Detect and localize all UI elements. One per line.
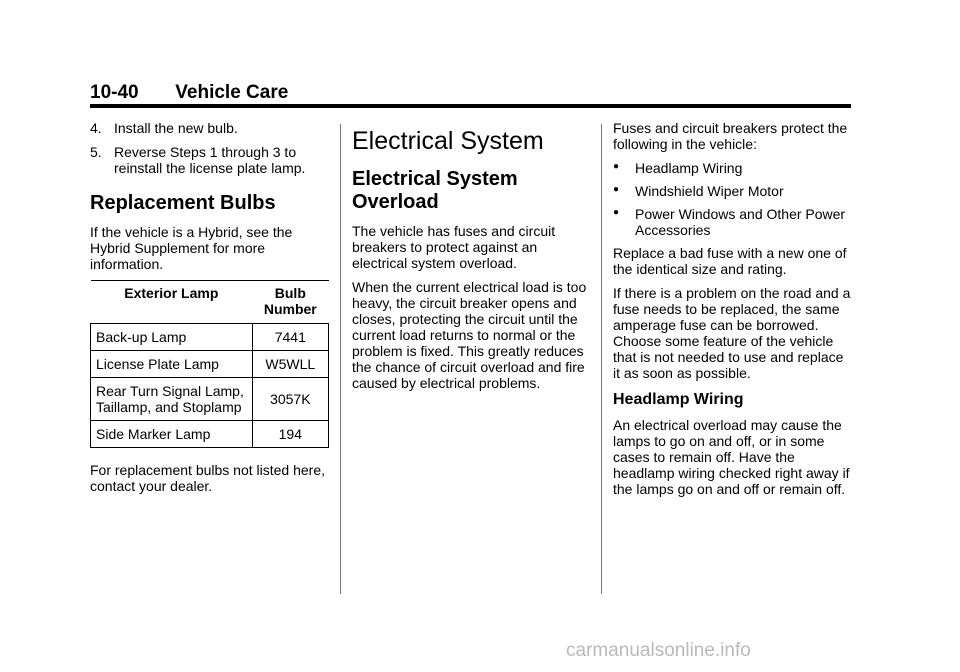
bulb-number-cell: 3057K xyxy=(252,378,328,421)
header-rule xyxy=(90,104,851,108)
step-text: Install the new bulb. xyxy=(114,120,238,136)
paragraph: The vehicle has fuses and circuit breakers to protect against an electrical system overload. xyxy=(352,223,556,271)
bulb-number-cell: 7441 xyxy=(252,324,328,351)
hybrid-note: If the vehicle is a Hybrid, see the Hybrid Supplement for more information. xyxy=(90,224,293,272)
lamp-cell: Back-up Lamp xyxy=(91,324,253,351)
bullet-icon: ● xyxy=(613,184,620,195)
table-row xyxy=(91,378,329,421)
list-item-text: Windshield Wiper Motor xyxy=(635,183,784,199)
column-left xyxy=(90,120,330,502)
table-row xyxy=(91,421,329,448)
list-item xyxy=(613,206,853,238)
section-title: Vehicle Care xyxy=(175,82,289,103)
lamp-cell: License Plate Lamp xyxy=(91,351,253,378)
step-text: Reverse Steps 1 through 3 to reinstall the license plate lamp. xyxy=(114,144,306,176)
list-item-text: Headlamp Wiring xyxy=(635,160,743,176)
bulb-number-cell: 194 xyxy=(252,421,328,448)
step-item xyxy=(90,144,330,176)
column-right xyxy=(613,120,853,505)
headlamp-wiring-heading: Headlamp Wiring xyxy=(613,391,744,408)
electrical-system-title: Electrical System xyxy=(352,127,544,155)
step-number: 4. xyxy=(90,120,102,136)
paragraph: When the current electrical load is too heavy, the circuit breaker opens and closes, protecting the circuit until the current load returns to normal or the problem is fixed. This greatly reduces the chance of circuit overload and fire caused by electrical problems. xyxy=(352,279,587,391)
overload-heading: Electrical System Overload xyxy=(352,168,518,213)
replacement-bulbs-heading: Replacement Bulbs xyxy=(90,192,276,214)
bulb-number-cell: W5WLL xyxy=(252,351,328,378)
lamp-cell: Rear Turn Signal Lamp, Taillamp, and Stoplamp xyxy=(91,378,253,421)
column-divider xyxy=(601,124,602,594)
watermark: carmanualsonline.info xyxy=(566,640,751,661)
table-header-row xyxy=(91,281,329,324)
list-item-text: Power Windows and Other Power Accessories xyxy=(635,206,846,238)
lamp-cell: Side Marker Lamp xyxy=(91,421,253,448)
table-row xyxy=(91,351,329,378)
bullet-icon: ● xyxy=(613,207,620,218)
column-header: Exterior Lamp xyxy=(91,281,253,324)
step-number: 5. xyxy=(90,144,102,160)
page-header xyxy=(90,82,288,104)
column-divider xyxy=(340,124,341,594)
list-item xyxy=(613,160,853,176)
column-middle xyxy=(352,120,590,399)
page-number: 10-40 xyxy=(90,82,139,103)
table-row xyxy=(91,324,329,351)
list-item xyxy=(613,183,853,199)
headlamp-paragraph: An electrical overload may cause the lamps to go on and off, or in some cases to remain off. Have the headlamp wiring checked right away if the lamps go on and off or remain off. xyxy=(613,417,850,497)
bullet-icon: ● xyxy=(613,161,620,172)
bulb-table xyxy=(90,280,329,448)
fuse-intro: Fuses and circuit breakers protect the following in the vehicle: xyxy=(613,120,848,152)
step-item xyxy=(90,120,330,136)
dealer-note: For replacement bulbs not listed here, contact your dealer. xyxy=(90,462,326,494)
paragraph: If there is a problem on the road and a fuse needs to be replaced, the same amperage fuse can be borrowed. Choose some feature of the vehicle that is not needed to use and replace it as soon as possible. xyxy=(613,285,851,381)
column-header: Bulb Number xyxy=(252,281,328,324)
paragraph: Replace a bad fuse with a new one of the identical size and rating. xyxy=(613,245,847,277)
